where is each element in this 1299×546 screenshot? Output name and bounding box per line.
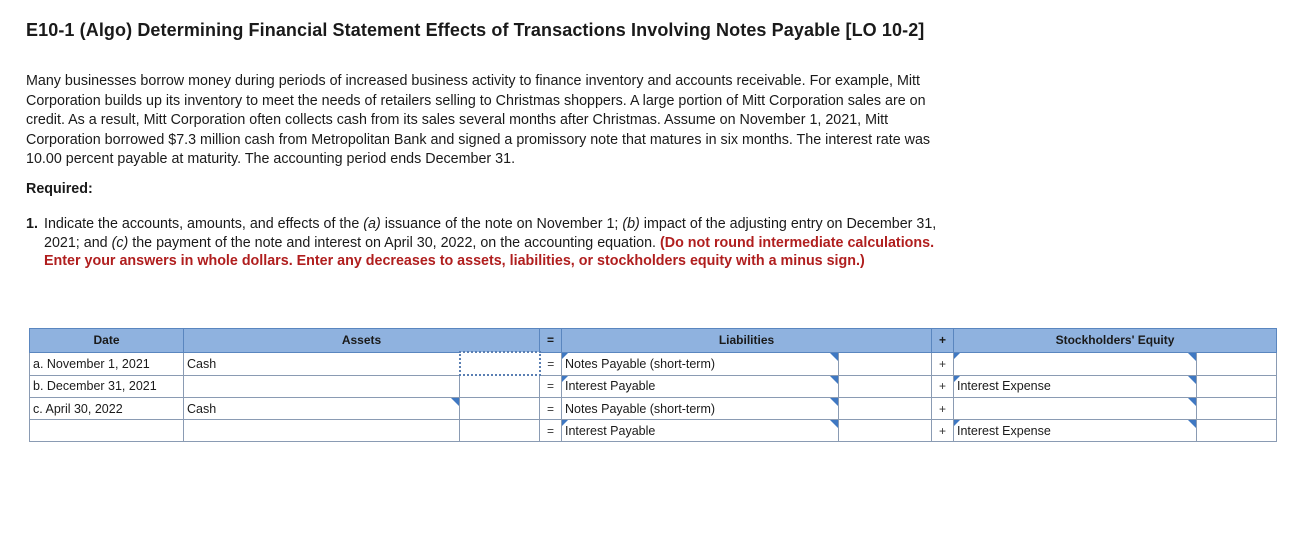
asset-amount-field[interactable] [464, 352, 540, 375]
asset-amount-input[interactable] [460, 420, 540, 442]
liability-amount-field[interactable] [842, 420, 932, 442]
requirement-text-part: issuance of the note on November 1; [380, 216, 623, 232]
problem-intro: Many businesses borrow money during periods of increased business activity to finance inventory and accounts receivable. For example, Mitt Corporation builds up its inventory to meet the needs of retailers selling to Christmas shoppers. A large portion of Mitt Corporation sales are on credit. As a result, Mitt Corporation often collects cash from its sales several months after Christmas. Assume on November 1, 2021, Mitt Corporation borrowed $7.3 million cash from Metropolitan Bank and signed a promissory note that matures in six months. The interest rate was 10.00 percent payable at maturity. The accounting period ends December 31. [26, 73, 931, 167]
dropdown-marker-icon [562, 420, 568, 426]
plus-sign: + [932, 398, 954, 420]
liability-account-select[interactable] [562, 420, 839, 442]
date-cell: c. April 30, 2022 [30, 398, 184, 420]
liability-amount-input[interactable] [839, 420, 932, 442]
equity-amount-input[interactable] [1197, 420, 1277, 442]
equity-amount-field[interactable] [1200, 375, 1277, 398]
plus-sign: + [932, 352, 954, 375]
dropdown-marker-icon [562, 376, 568, 382]
equals-sign: = [540, 375, 562, 398]
header-plus: + [932, 329, 954, 353]
dropdown-marker-icon [954, 376, 960, 382]
liability-account-select[interactable] [562, 352, 839, 375]
dropdown-marker-icon [451, 398, 459, 406]
liability-account-select[interactable] [562, 375, 839, 398]
equity-amount-input[interactable] [1197, 352, 1277, 375]
page-title: E10-1 (Algo) Determining Financial Statement Effects of Transactions Involving Notes Payable [LO 10-2] [26, 20, 925, 40]
liability-amount-field[interactable] [842, 398, 932, 420]
equity-account-select[interactable] [954, 375, 1197, 398]
date-cell: b. December 31, 2021 [30, 375, 184, 398]
accounting-equation-table [29, 328, 1277, 442]
liability-account-value: Notes Payable (short-term) [565, 356, 716, 371]
asset-account-select[interactable] [184, 375, 460, 398]
dropdown-marker-icon [954, 353, 960, 359]
equity-account-select[interactable] [954, 352, 1197, 375]
equals-sign: = [540, 420, 562, 442]
asset-account-select[interactable] [184, 352, 460, 375]
requirement-marker-a: (a) [363, 216, 381, 232]
equity-amount-field[interactable] [1200, 398, 1277, 420]
asset-amount-input[interactable] [460, 398, 540, 420]
asset-amount-field[interactable] [463, 398, 540, 420]
header-row [30, 329, 1277, 353]
table-row [30, 352, 1277, 375]
liability-amount-input[interactable] [839, 375, 932, 398]
dropdown-marker-icon [1188, 376, 1196, 384]
table-row [30, 398, 1277, 420]
requirement-instruction: (Do not round intermediate calculations. Enter your answers in whole dollars. Enter any decreases to assets, liabilities, or stockholders equity with a minus sign.) [44, 234, 935, 269]
asset-account-value: Cash [187, 356, 217, 371]
header-date: Date [30, 329, 184, 353]
dropdown-marker-icon [830, 398, 838, 406]
plus-sign: + [932, 420, 954, 442]
requirement-marker-c: (c) [111, 234, 129, 251]
dropdown-marker-icon [954, 420, 960, 426]
asset-amount-field[interactable] [463, 420, 540, 442]
dropdown-marker-icon [1188, 398, 1196, 406]
requirement-text [26, 215, 966, 271]
equity-amount-field[interactable] [1200, 352, 1277, 375]
liability-amount-field[interactable] [842, 375, 932, 398]
dropdown-marker-icon [562, 353, 568, 359]
liability-amount-input[interactable] [839, 352, 932, 375]
equity-account-select[interactable] [954, 420, 1197, 442]
liability-amount-input[interactable] [839, 398, 932, 420]
asset-account-value: Cash [187, 401, 217, 416]
requirement-number: 1. [26, 216, 38, 232]
table-row [30, 375, 1277, 398]
required-heading: Required: [26, 181, 93, 197]
liability-account-value: Interest Payable [565, 423, 656, 438]
liability-account-select[interactable] [562, 398, 839, 420]
header-liabilities: Liabilities [562, 329, 932, 353]
date-cell [30, 420, 184, 442]
liability-amount-field[interactable] [842, 352, 932, 375]
equity-amount-input[interactable] [1197, 375, 1277, 398]
equity-amount-field[interactable] [1200, 420, 1277, 442]
header-stockholders-equity: Stockholders' Equity [954, 329, 1277, 353]
dropdown-marker-icon [830, 376, 838, 384]
equity-amount-input[interactable] [1197, 398, 1277, 420]
equals-sign: = [540, 398, 562, 420]
header-equals: = [540, 329, 562, 353]
dropdown-marker-icon [1188, 420, 1196, 428]
liability-account-value: Notes Payable (short-term) [565, 401, 716, 416]
equity-account-value: Interest Expense [957, 379, 1051, 394]
requirement-text-part: Indicate the accounts, amounts, and effects of the [44, 216, 364, 232]
equity-account-value: Interest Expense [957, 423, 1051, 438]
asset-amount-input[interactable] [460, 375, 540, 398]
dropdown-marker-icon [830, 353, 838, 361]
requirement-marker-b: (b) [622, 216, 640, 232]
date-cell: a. November 1, 2021 [30, 352, 184, 375]
asset-account-select[interactable] [184, 398, 460, 420]
requirement-text-part: impact of the adjusting entry on December 31, 2021; and [44, 216, 937, 251]
requirement-text-part: the payment of the note and interest on April 30, 2022, on the accounting equation. [128, 234, 660, 251]
header-assets: Assets [184, 329, 540, 353]
equity-account-select[interactable] [954, 398, 1197, 420]
table-row [30, 420, 1277, 442]
equals-sign: = [540, 352, 562, 375]
asset-amount-field[interactable] [463, 375, 540, 398]
dropdown-marker-icon [830, 420, 838, 428]
asset-account-select[interactable] [184, 420, 460, 442]
asset-amount-input[interactable] [460, 352, 540, 375]
plus-sign: + [932, 375, 954, 398]
liability-account-value: Interest Payable [565, 379, 656, 394]
dropdown-marker-icon [1188, 353, 1196, 361]
requirement-1 [26, 215, 966, 271]
